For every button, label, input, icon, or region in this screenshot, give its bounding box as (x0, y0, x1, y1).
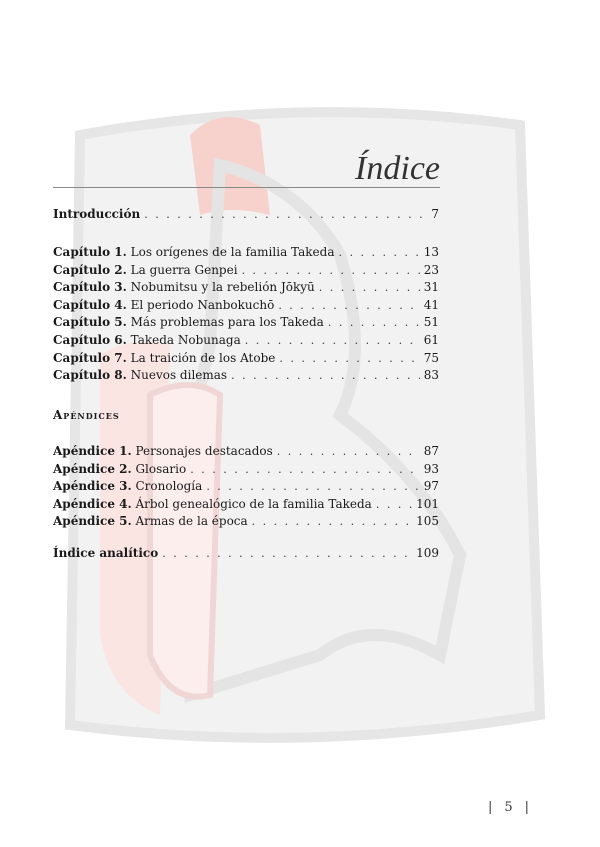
toc-row-chapter-3[interactable]: Capítulo 3. Nobumitsu y la rebelión Jōkyū . . . 31 (53, 280, 439, 298)
leader-dots (252, 515, 412, 528)
page-title: Índice (355, 150, 440, 187)
leader-dots (242, 264, 420, 277)
leader-dots (144, 208, 427, 221)
leader-dots (338, 246, 419, 259)
leader-dots (231, 369, 420, 382)
intro-page: 7 (431, 207, 439, 221)
page-number: | 5 | (487, 800, 529, 815)
index-label: Índice analítico (53, 546, 159, 560)
samurai-watermark-illustration (40, 95, 560, 755)
leader-dots (190, 463, 419, 476)
toc-row-chapter-8[interactable]: Capítulo 8. Nuevos dilemas . . . 83 (53, 368, 439, 386)
toc-row-chapter-6[interactable]: Capítulo 6. Takeda Nobunaga . . . 61 (53, 333, 439, 351)
toc-row-chapter-7[interactable]: Capítulo 7. La traición de los Atobe . . . 75 (53, 351, 439, 369)
leader-dots (206, 480, 419, 493)
leader-dots (162, 547, 412, 560)
toc-chapters (53, 245, 439, 386)
index-page: 109 (416, 546, 439, 560)
toc-row-chapter-2[interactable]: Capítulo 2. La guerra Genpei . . . 23 (53, 263, 439, 281)
toc-row-appendix-5[interactable]: Apéndice 5. Armas de la época . . . 105 (53, 514, 439, 532)
toc-row-appendix-4[interactable]: Apéndice 4. Árbol genealógico de la familia Takeda . . . 101 (53, 497, 439, 515)
toc-row-appendix-1[interactable]: Apéndice 1. Personajes destacados . . . 87 (53, 444, 439, 462)
leader-dots (279, 352, 419, 365)
toc-row-intro[interactable] (53, 207, 439, 225)
toc-row-appendix-3[interactable]: Apéndice 3. Cronología . . . 97 (53, 479, 439, 497)
appendices-heading: Apéndices (53, 408, 120, 422)
toc-row-appendix-2[interactable]: Apéndice 2. Glosario . . . 93 (53, 462, 439, 480)
toc-row-chapter-1[interactable]: Capítulo 1. Los orígenes de la familia Takeda . . . 13 (53, 245, 439, 263)
toc-row-chapter-5[interactable]: Capítulo 5. Más problemas para los Takeda . . . 51 (53, 315, 439, 333)
intro-label: Introducción (53, 207, 141, 221)
leader-dots (319, 281, 420, 294)
leader-dots (278, 299, 419, 312)
toc-intro (53, 207, 439, 225)
toc-appendices (53, 444, 439, 532)
toc-row-chapter-4[interactable]: Capítulo 4. El periodo Nanbokuchō . . . 41 (53, 298, 439, 316)
leader-dots (277, 445, 420, 458)
leader-dots (245, 334, 420, 347)
leader-dots (328, 316, 420, 329)
toc-row-index[interactable] (53, 546, 439, 564)
toc-index (53, 546, 439, 564)
leader-dots (376, 498, 412, 511)
title-rule (53, 187, 440, 188)
